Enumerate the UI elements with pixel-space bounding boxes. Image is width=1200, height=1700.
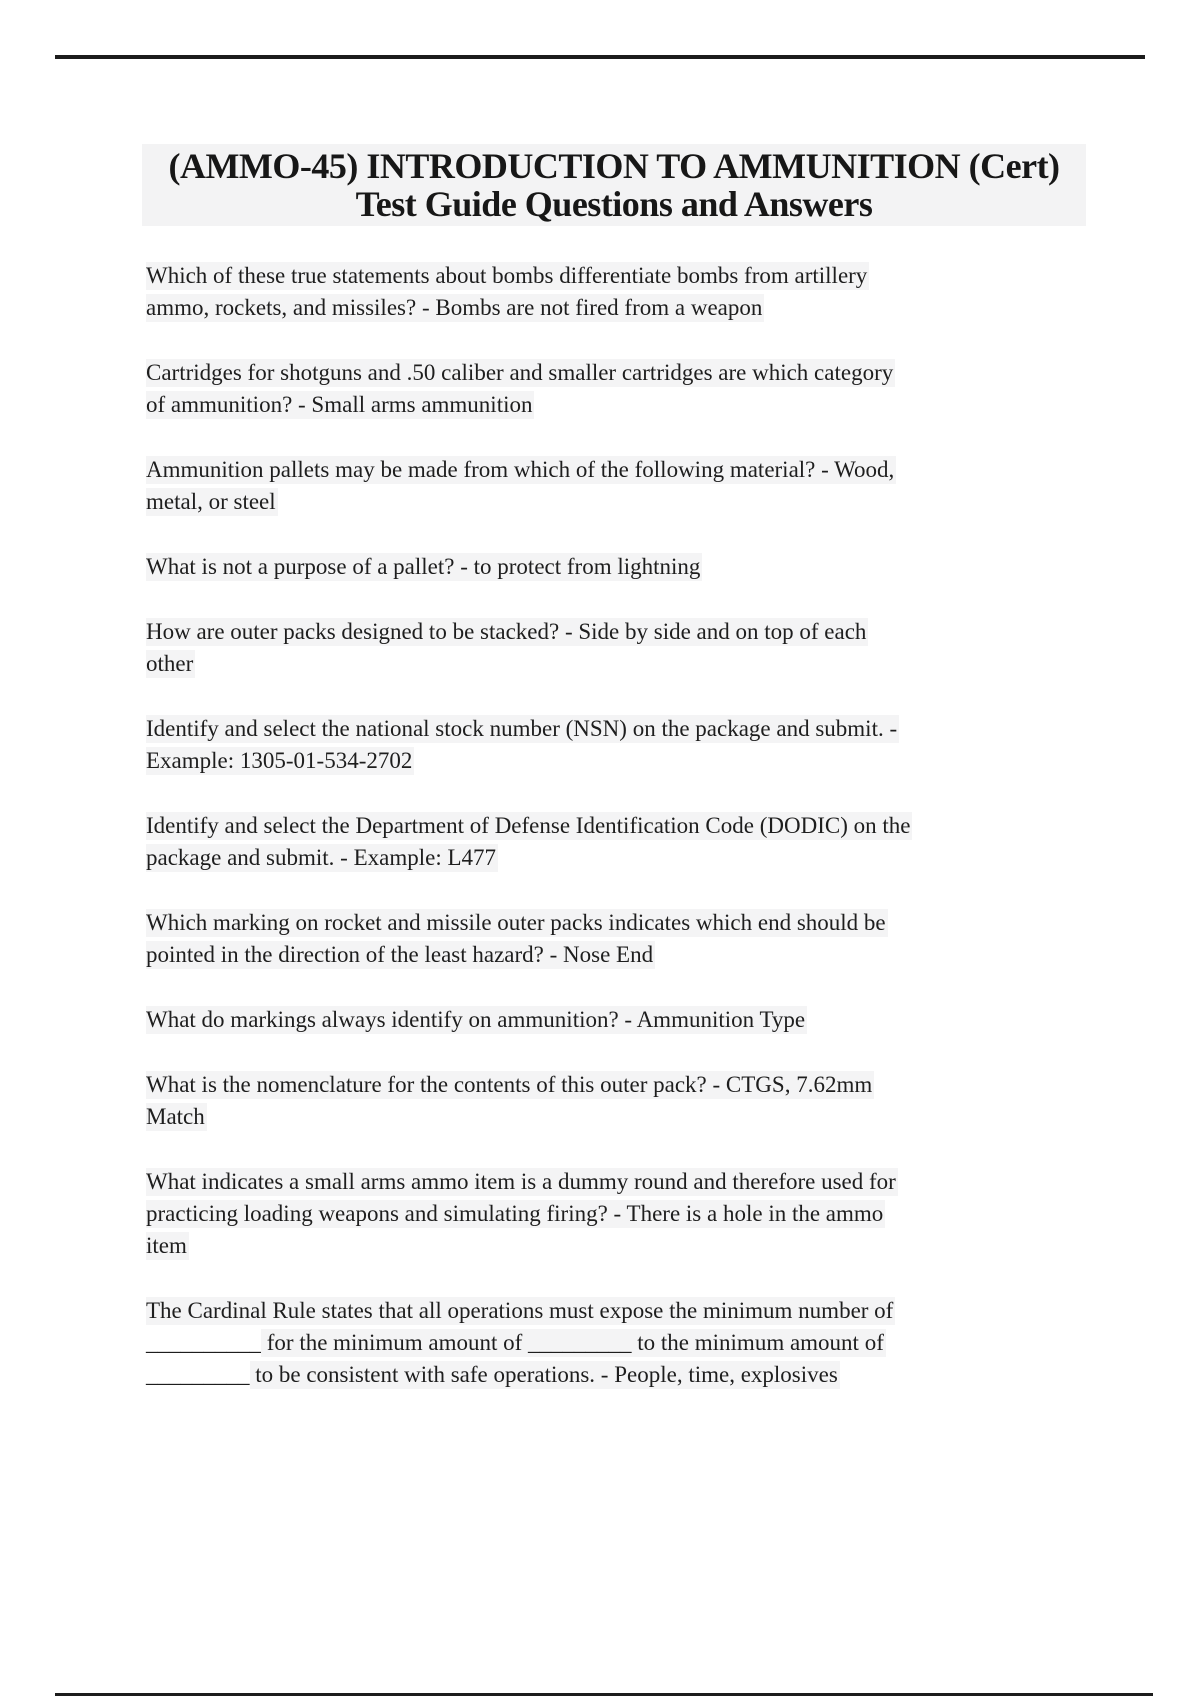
highlighted-text: practicing loading weapons and simulating firing? - There is a hole in the ammo bbox=[146, 1201, 884, 1226]
qa-line bbox=[146, 745, 1087, 777]
qa-line bbox=[146, 1359, 1087, 1391]
blank-underscores: __________ bbox=[146, 1330, 261, 1355]
highlighted-text: Identify and select the national stock number (NSN) on the package and submit. - bbox=[146, 716, 898, 741]
qa-line bbox=[146, 1101, 1087, 1133]
qa-line bbox=[146, 842, 1087, 874]
qa-line bbox=[146, 1069, 1087, 1101]
highlighted-text: to be consistent with safe operations. - People, time, explosives bbox=[249, 1362, 838, 1387]
highlighted-text: Example: 1305-01-534-2702 bbox=[146, 748, 413, 773]
qa-item bbox=[146, 1166, 1087, 1262]
qa-item bbox=[146, 810, 1087, 874]
qa-line bbox=[146, 616, 1087, 648]
qa-line bbox=[146, 1230, 1087, 1262]
top-horizontal-rule bbox=[55, 55, 1145, 59]
highlighted-text: Which of these true statements about bombs differentiate bombs from artillery bbox=[146, 263, 868, 288]
highlighted-text: What do markings always identify on ammunition? - Ammunition Type bbox=[146, 1007, 806, 1032]
qa-line bbox=[146, 486, 1087, 518]
qa-line bbox=[146, 389, 1087, 421]
qa-item bbox=[146, 1295, 1087, 1391]
title-line-2: Test Guide Questions and Answers bbox=[355, 184, 873, 224]
document-title bbox=[142, 144, 1086, 226]
qa-line bbox=[146, 1198, 1087, 1230]
highlighted-text: other bbox=[146, 651, 194, 676]
highlighted-text: Ammunition pallets may be made from which of the following material? - Wood, bbox=[146, 457, 895, 482]
qa-item bbox=[146, 1069, 1087, 1133]
qa-list bbox=[146, 260, 1087, 1391]
highlighted-text: ammo, rockets, and missiles? - Bombs are not fired from a weapon bbox=[146, 295, 763, 320]
qa-line bbox=[146, 810, 1087, 842]
qa-item bbox=[146, 454, 1087, 518]
highlighted-text: How are outer packs designed to be stacked? - Side by side and on top of each bbox=[146, 619, 867, 644]
bottom-horizontal-rule bbox=[55, 1693, 1153, 1696]
qa-item bbox=[146, 907, 1087, 971]
qa-item bbox=[146, 357, 1087, 421]
blank-underscores: _________ bbox=[146, 1362, 250, 1387]
qa-item bbox=[146, 713, 1087, 777]
highlighted-text: What indicates a small arms ammo item is a dummy round and therefore used for bbox=[146, 1169, 896, 1194]
qa-line bbox=[146, 260, 1087, 292]
qa-line bbox=[146, 1004, 1087, 1036]
highlighted-text: Match bbox=[146, 1104, 205, 1129]
highlighted-text: package and submit. - Example: L477 bbox=[146, 845, 497, 870]
qa-line bbox=[146, 1327, 1087, 1359]
highlighted-text: for the minimum amount of _________ to the minimum amount of bbox=[261, 1330, 884, 1355]
qa-line bbox=[146, 939, 1087, 971]
qa-item bbox=[146, 616, 1087, 680]
title-line-1: (AMMO-45) INTRODUCTION TO AMMUNITION (Cert) bbox=[168, 146, 1060, 186]
qa-line bbox=[146, 713, 1087, 745]
highlighted-text: metal, or steel bbox=[146, 489, 276, 514]
qa-item bbox=[146, 551, 1087, 583]
qa-line bbox=[146, 454, 1087, 486]
qa-item bbox=[146, 1004, 1087, 1036]
qa-line bbox=[146, 1166, 1087, 1198]
highlighted-text: item bbox=[146, 1233, 187, 1258]
qa-line bbox=[146, 357, 1087, 389]
qa-line bbox=[146, 551, 1087, 583]
highlighted-text: Which marking on rocket and missile outer packs indicates which end should be bbox=[146, 910, 886, 935]
highlighted-text: The Cardinal Rule states that all operations must expose the minimum number of bbox=[146, 1298, 894, 1323]
highlighted-text: What is the nomenclature for the contents of this outer pack? - CTGS, 7.62mm bbox=[146, 1072, 873, 1097]
qa-line bbox=[146, 292, 1087, 324]
qa-line bbox=[146, 907, 1087, 939]
highlighted-text: What is not a purpose of a pallet? - to protect from lightning bbox=[146, 554, 701, 579]
qa-line bbox=[146, 1295, 1087, 1327]
qa-line bbox=[146, 648, 1087, 680]
highlighted-text: of ammunition? - Small arms ammunition bbox=[146, 392, 533, 417]
highlighted-text: Cartridges for shotguns and .50 caliber and smaller cartridges are which category bbox=[146, 360, 894, 385]
highlighted-text: Identify and select the Department of Defense Identification Code (DODIC) on the bbox=[146, 813, 911, 838]
highlighted-text: pointed in the direction of the least hazard? - Nose End bbox=[146, 942, 654, 967]
qa-item bbox=[146, 260, 1087, 324]
